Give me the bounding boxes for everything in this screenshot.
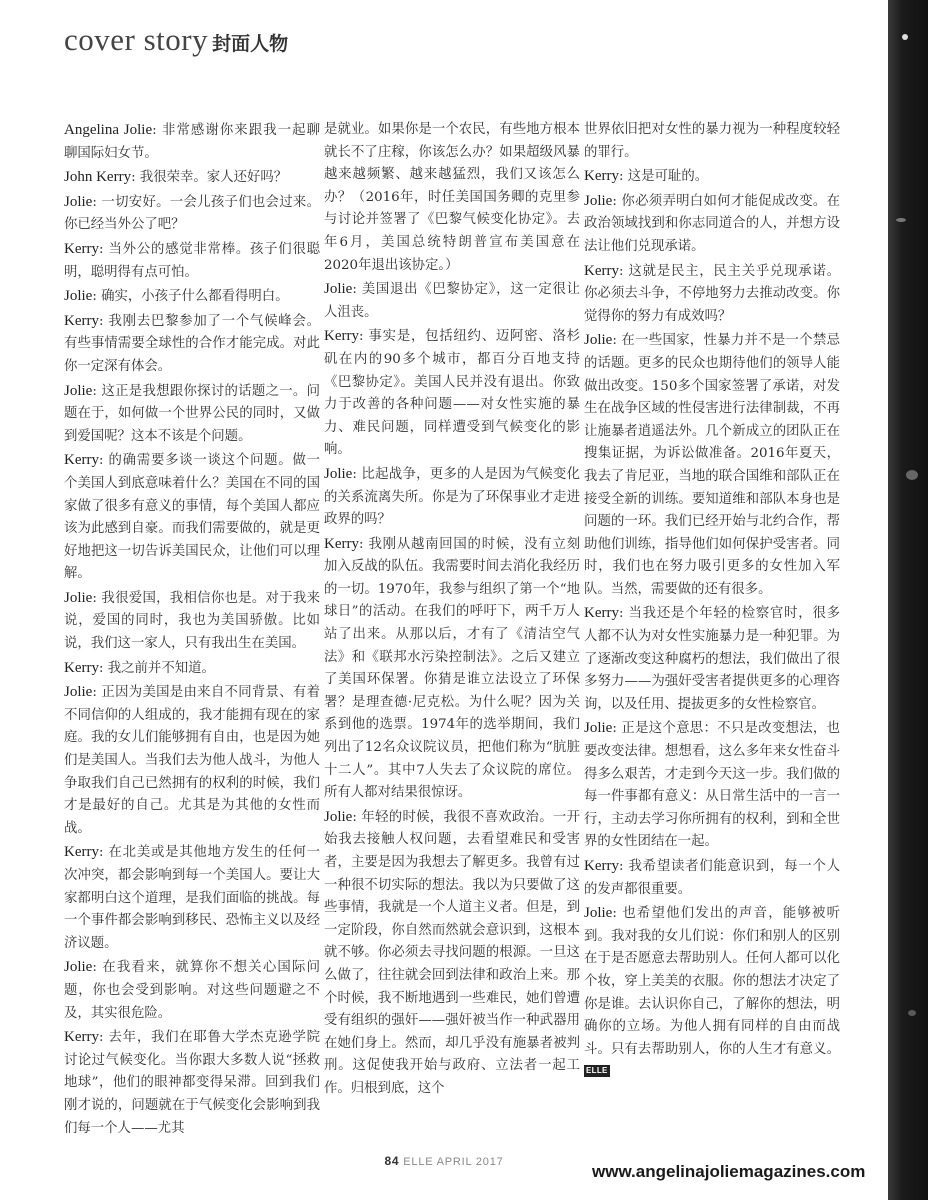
- dust-speck: [896, 218, 906, 222]
- speaker-name: Jolie: [64, 959, 93, 976]
- paragraph-text: 我之前并不知道。: [107, 660, 215, 676]
- interview-paragraph: [64, 119, 320, 165]
- speaker-name: Jolie: [584, 720, 613, 737]
- speaker-colon: :: [98, 241, 109, 257]
- paragraph-text: 我希望读者们能意识到，每一个人的发声都很重要。: [584, 859, 840, 897]
- speaker-colon: :: [92, 383, 102, 399]
- speaker-name: Kerry: [584, 168, 619, 185]
- speaker-name: Kerry: [584, 605, 619, 622]
- end-mark: ELLE: [586, 1066, 608, 1076]
- speaker-colon: :: [618, 169, 628, 185]
- interview-paragraph: [64, 191, 320, 237]
- speaker-name: Jolie: [584, 332, 613, 349]
- page-number: 84: [384, 1154, 400, 1168]
- speaker-name: Angelina Jolie: [64, 122, 153, 138]
- interview-paragraph: [584, 119, 840, 164]
- paragraph-text: 这是可耻的。: [627, 169, 709, 185]
- paragraph-text: 当我还是个年轻的检察官时，很多人都不认为对女性实施暴力是一种犯罪。为了逐渐改变这种腐朽的想法，我们做出了很多努力——为强奸受害者提供更多的心理咨询，以及任用、提拔更多的女性检察官。: [584, 606, 840, 712]
- interview-paragraph: [324, 806, 580, 1101]
- speaker-colon: :: [92, 289, 102, 305]
- article-column-2: [324, 119, 580, 1144]
- speaker-name: Kerry: [584, 858, 619, 874]
- website-watermark: www.angelinajoliemagazines.com: [592, 1162, 866, 1181]
- paragraph-text: 美国退出《巴黎协定》，这一定很让人沮丧。: [324, 282, 580, 320]
- speaker-colon: :: [352, 282, 362, 298]
- interview-paragraph: [584, 329, 840, 601]
- paragraph-text: 确实，小孩子什么都看得明白。: [101, 289, 289, 305]
- speaker-colon: :: [98, 453, 109, 469]
- speaker-name: Jolie: [64, 193, 93, 210]
- paragraph-text: 我刚去巴黎参加了一个气候峰会。有些事情需要全球性的合作才能完成。对此你一定深有体会。: [64, 313, 320, 374]
- paragraph-text: 这正是我想跟你探讨的话题之一。问题在于，如何做一个世界公民的同时，又做到爱国呢？这本不该是个问题。: [64, 383, 320, 444]
- speaker-colon: :: [352, 809, 362, 825]
- speaker-name: Jolie: [584, 192, 613, 209]
- magazine-issue: ELLE APRIL 2017: [403, 1156, 504, 1168]
- paragraph-text: 世界依旧把对女性的暴力视为一种程度较轻的罪行。: [584, 122, 840, 160]
- speaker-colon: :: [612, 721, 622, 737]
- speaker-colon: :: [618, 606, 629, 622]
- speaker-colon: :: [358, 536, 369, 552]
- paragraph-text: 你必须弄明白如何才能促成改变。在政治领域找到和你志同道合的人，并想方设法让他们兑现承诺。: [584, 193, 840, 254]
- interview-paragraph: [584, 717, 840, 854]
- interview-paragraph: [64, 841, 320, 955]
- speaker-colon: :: [98, 1030, 109, 1046]
- interview-paragraph: [324, 325, 580, 462]
- paragraph-text: 我刚从越南回国的时候，没有立刻加入反战的队伍。我需要时间去消化我经历的一切。1970年，我参与组织了第一个“地球日”的活动。在我们的呼吁下，两千万人站了出来。从那以后，才有了《清洁空气法》和《联邦水污染控制法》。之后又建立了美国环保署。你猜是谁立法设立了环保署？是理查德·尼克松。为什么呢？因为关系到他的选票。1974年的选举期间，我们列出了12名众议院议员，把他们称为“肮脏十二人”。其中7人失去了众议院的席位。所有人都对结果很惊讶。: [324, 536, 580, 801]
- interview-paragraph: [324, 463, 580, 532]
- interview-paragraph: [324, 119, 580, 277]
- speaker-colon: :: [152, 123, 162, 138]
- speaker-colon: :: [98, 845, 109, 861]
- speaker-name: Jolie: [324, 281, 353, 298]
- section-title-en: cover story: [64, 22, 209, 57]
- interview-paragraph: [64, 956, 320, 1025]
- speaker-colon: :: [98, 660, 108, 676]
- speaker-colon: :: [618, 263, 629, 279]
- paragraph-text: 在我看来，就算你不想关心国际问题，你也会受到影响。对这些问题避之不及，其实很危险。: [64, 960, 320, 1021]
- interview-paragraph: [584, 260, 840, 329]
- speaker-name: Kerry: [64, 844, 99, 861]
- interview-paragraph: [584, 902, 840, 1084]
- speaker-colon: :: [92, 960, 103, 976]
- speaker-name: Kerry: [584, 262, 619, 279]
- speaker-name: Kerry: [64, 240, 99, 257]
- article-column-3: [584, 119, 840, 1144]
- speaker-colon: :: [131, 170, 140, 186]
- speaker-name: John Kerry: [64, 169, 132, 186]
- speaker-name: Kerry: [64, 659, 99, 676]
- speaker-colon: :: [98, 313, 109, 329]
- interview-paragraph: [64, 166, 320, 190]
- paragraph-text: 非常感谢你来跟我一起聊聊国际妇女节。: [64, 123, 320, 161]
- paragraph-text: 一切安好。一会儿孩子们也会过来。你已经当外公了吧？: [64, 194, 320, 233]
- interview-paragraph: [64, 657, 320, 681]
- paragraph-text: 这就是民主，民主关乎兑现承诺。你必须去斗争，不停地努力去推动改变。你觉得你的努力有成效吗？: [584, 263, 840, 324]
- section-header: [64, 22, 288, 62]
- paragraph-text: 我很爱国，我相信你也是。对于我来说，爱国的同时，我也为美国骄傲。比如说，我们这一家人，只有我出生在美国。: [64, 590, 320, 652]
- paragraph-text: 正是这个意思：不只是改变想法，也要改变法律。想想看，这么多年来女性奋斗得多么艰苦，才走到今天这一步。我们做的每一件事都有意义：从日常生活中的一言一行，主动去学习你所拥有的权利，到和全世界的女性团结在一起。: [584, 721, 840, 850]
- dust-speck: [906, 470, 918, 480]
- paragraph-text: 年轻的时候，我很不喜欢政治。一开始我去接触人权问题，去看望难民和受害者，主要是因为我想去了解更多。我曾有过一种很不切实际的想法。我以为只要做了这些事情，我就是一个人道主义者。但是，到一定阶段，你自然而然就会意识到，这根本就不够。你必须去寻找问题的根源。一旦这么做了，往往就会回到法律和政治上来。那个时候，我不断地遇到一些难民，她们曾遭受有组织的强奸——强奸被当作一种武器用在她们身上。然而，却几乎没有施暴者被判刑。这促使我开始与政府、立法者一起工作。归根到底，这个: [324, 809, 580, 1096]
- paragraph-text: 比起战争，更多的人是因为气候变化的关系流离失所。你是为了环保事业才走进政界的吗？: [324, 466, 580, 528]
- speaker-name: Kerry: [64, 452, 99, 469]
- speaker-name: Jolie: [324, 465, 353, 482]
- speaker-name: Kerry: [324, 328, 359, 345]
- paragraph-text: 我很荣幸。家人还好吗？: [139, 170, 288, 186]
- interview-paragraph: [584, 190, 840, 259]
- interview-paragraph: [64, 1026, 320, 1140]
- interview-paragraph: [324, 533, 580, 805]
- interview-paragraph: [64, 310, 320, 379]
- interview-paragraph: [584, 165, 840, 189]
- dust-speck: [902, 34, 908, 40]
- speaker-colon: :: [92, 685, 102, 701]
- speaker-name: Kerry: [64, 1029, 99, 1046]
- interview-paragraph: [64, 587, 320, 656]
- interview-paragraph: [64, 380, 320, 449]
- speaker-colon: :: [612, 333, 622, 349]
- paragraph-text: 在一些国家，性暴力并不是一个禁忌的话题。更多的民众也期待他们的领导人能做出改变。150多个国家签署了承诺，对发生在战争区域的性侵害进行法律制裁，不再让施暴者逍遥法外。几个新成立的团队正在搜集证据，为诉讼做准备。2016年夏天，我去了肯尼亚，当地的联合国维和部队正在接受全新的训练。要知道维和部队本身也是问题的一环。我们已经开始与北约合作，帮助他们训练，指导他们如何保护受害者。同时，我们也在努力吸引更多的女性加入军队。当然，需要做的还有很多。: [584, 333, 840, 597]
- interview-paragraph: [64, 449, 320, 586]
- paragraph-text: 事实是，包括纽约、迈阿密、洛杉矶在内的90多个城市，都百分百地支持《巴黎协定》。美国人民并没有退出。你致力于改善的各种问题——对女性实施的暴力、难民问题，同样遭受到气候变化的影响。: [324, 329, 580, 458]
- paragraph-text: 正因为美国是由来自不同背景、有着不同信仰的人组成的，我才能拥有现在的家庭。我的女儿们能够拥有自由，也是因为她们是美国人。当我们去为他人战斗，为他人争取我们自己已然拥有的权利的时候，我们才是最好的自己。尤其是为其他的女性而战。: [64, 685, 320, 836]
- paragraph-text: 在北美或是其他地方发生的任何一次冲突，都会影响到每一个美国人。要让大家都明白这个道理，是我们面临的挑战。每一个事件都会影响到移民、恐怖主义以及经济议题。: [64, 845, 320, 951]
- paragraph-text: 的确需要多谈一谈这个问题。做一个美国人到底意味着什么？美国在不同的国家做了很多有意义的事情，每个美国人都应该为此感到自豪。而我们需要做的，就是更好地把这一切告诉美国民众，让他们可以理解。: [64, 453, 320, 582]
- speaker-name: Jolie: [324, 808, 353, 825]
- speaker-colon: :: [92, 590, 102, 606]
- section-title-zh: 封面人物: [212, 33, 289, 55]
- paragraph-text: 去年，我们在耶鲁大学杰克逊学院讨论过气候变化。当你跟大多数人说“拯救地球”，他们的眼神都变得呆滞。回到我们刚才说的，问题就在于气候变化会影响到我们每一个人——尤其: [64, 1030, 320, 1136]
- interview-paragraph: [64, 681, 320, 840]
- speaker-name: Jolie: [584, 905, 613, 922]
- speaker-colon: :: [92, 194, 102, 210]
- interview-paragraph: [584, 855, 840, 901]
- paragraph-text: 也希望他们发出的声音，能够被听到。我对我的女儿们说：你们和别人的区别在于是否愿意去帮助别人。任何人都可以化个妆，穿上美美的衣服。你的想法才决定了你是谁。去认识你自己，了解你的想法，明确你的立场。为他人拥有同样的自由而战斗。只有去帮助别人，你的人生才有意义。: [584, 906, 840, 1057]
- speaker-name: Jolie: [64, 684, 93, 701]
- scan-edge: [888, 0, 928, 1200]
- speaker-colon: :: [358, 329, 369, 345]
- interview-paragraph: [324, 278, 580, 324]
- article-column-1: [64, 119, 320, 1144]
- interview-paragraph: [64, 285, 320, 309]
- speaker-name: Kerry: [64, 312, 99, 329]
- speaker-name: Jolie: [64, 288, 93, 305]
- speaker-name: Jolie: [64, 382, 93, 399]
- speaker-name: Jolie: [64, 589, 93, 606]
- speaker-colon: :: [352, 466, 362, 482]
- speaker-name: Kerry: [324, 535, 359, 552]
- interview-paragraph: [64, 238, 320, 284]
- speaker-colon: :: [612, 906, 623, 922]
- paragraph-text: 当外公的感觉非常棒。孩子们很聪明，聪明得有点可怕。: [64, 241, 320, 280]
- speaker-colon: :: [618, 859, 629, 874]
- interview-paragraph: [584, 602, 840, 716]
- paragraph-text: 是就业。如果你是一个农民，有些地方根本就长不了庄稼，你该怎么办？如果超级风暴越来越频繁、越来越猛烈，我们又该怎么办？（2016年，时任美国国务卿的克里参与讨论并签署了《巴黎气候变化协定》。去年6月，美国总统特朗普宣布美国意在2020年退出该协定。）: [324, 122, 580, 273]
- speaker-colon: :: [612, 193, 622, 209]
- dust-speck: [908, 1010, 916, 1016]
